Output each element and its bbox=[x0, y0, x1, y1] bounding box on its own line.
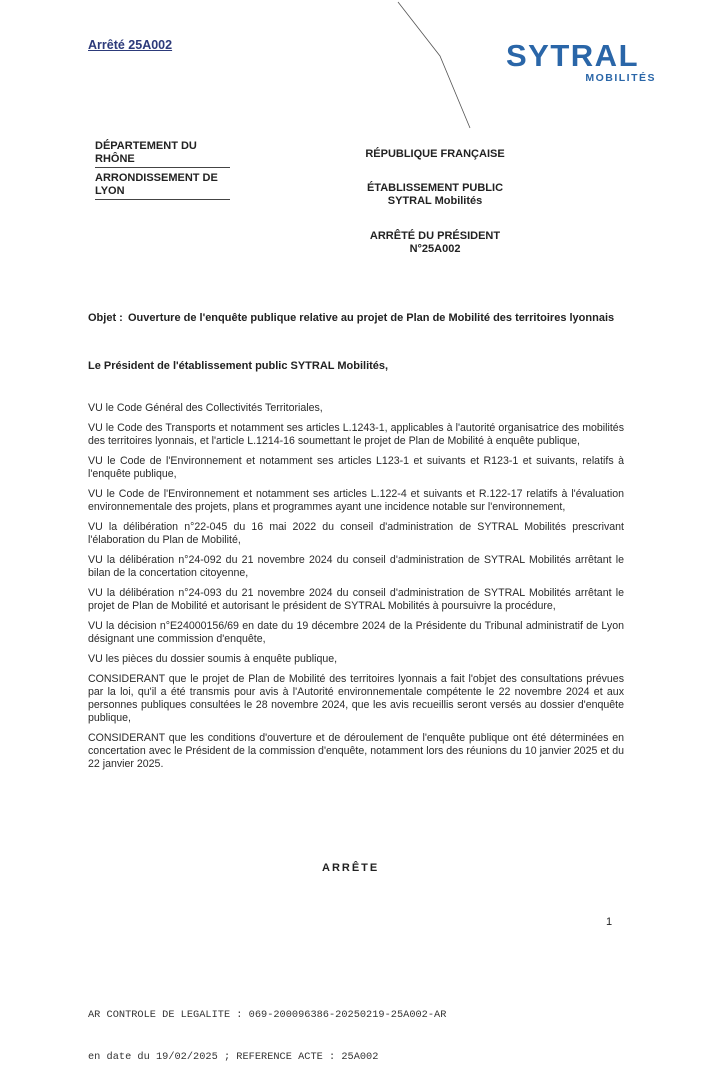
visa-paragraph: VU la délibération n°22-045 du 16 mai 2022 du conseil d'administration de SYTRAL Mobilités prescrivant l'élaboration du Plan de Mobilité, bbox=[88, 521, 624, 546]
arrete-number: N°25A002 bbox=[409, 243, 461, 255]
visa-paragraph: VU la délibération n°24-093 du 21 novembre 2024 du conseil d'administration de SYTRAL Mobilités arrêtant le projet de Plan de Mobilité et autorisant le président de SYTRAL Mobilités à poursuivre la procédure, bbox=[88, 587, 624, 612]
arrondissement-line: ARRONDISSEMENT DE LYON bbox=[95, 172, 230, 200]
etablissement-name: SYTRAL Mobilités bbox=[387, 195, 483, 207]
etablissement-line: ÉTABLISSEMENT PUBLIC bbox=[366, 182, 504, 194]
president-line: Le Président de l'établissement public SYTRAL Mobilités, bbox=[88, 360, 389, 372]
visa-paragraph: VU le Code de l'Environnement et notamment ses articles L.122-4 et suivants et R.122-17 relatifs à l'évaluation environnementale des projets, plans et programmes ayant une incidence notable sur l'environnement, bbox=[88, 488, 624, 513]
legality-footer bbox=[88, 980, 446, 1078]
visa-paragraph: VU le Code de l'Environnement et notamment ses articles L123-1 et suivants et R123-1 et suivants, relatifs à l'enquête publique, bbox=[88, 455, 624, 480]
arrete-title: ARRÊTÉ DU PRÉSIDENT bbox=[369, 230, 501, 242]
arrete-title-block bbox=[330, 230, 540, 256]
visa-paragraph: VU la délibération n°24-092 du 21 novembre 2024 du conseil d'administration de SYTRAL Mobilités arrêtant le bilan de la concertation citoyenne, bbox=[88, 554, 624, 579]
arrete-reference: Arrêté 25A002 bbox=[88, 38, 173, 52]
department-line: DÉPARTEMENT DU RHÔNE bbox=[95, 140, 230, 168]
arrete-heading: ARRÊTE bbox=[322, 862, 380, 874]
etablissement-block bbox=[330, 182, 540, 208]
visa-paragraph: VU les pièces du dossier soumis à enquête publique, bbox=[88, 653, 338, 665]
republique-heading: RÉPUBLIQUE FRANÇAISE bbox=[365, 148, 505, 160]
page-number: 1 bbox=[606, 916, 613, 928]
logo-subtitle: MOBILITÉS bbox=[585, 72, 656, 84]
considerant-paragraph: CONSIDERANT que le projet de Plan de Mobilité des territoires lyonnais a fait l'objet des consultations prévues par la loi, qu'il a été transmis pour avis à l'Autorité environnementale compétente le 22 novembre 2024 et aux personnes publiques consultées le 28 novembre 2024, que les avis recueillis seront versés au dossier d'enquête publique, bbox=[88, 673, 624, 724]
objet-text: Ouverture de l'enquête publique relative au projet de Plan de Mobilité des territoires lyonnais bbox=[128, 312, 615, 324]
sytral-logo bbox=[502, 38, 662, 88]
visa-paragraph: VU le Code des Transports et notamment ses articles L.1243-1, applicables à l'autorité organisatrice des mobilités des territoires lyonnais, et l'article L.1214-16 soumettant le projet de Plan de Mobilité à enquête publique, bbox=[88, 422, 624, 447]
visa-paragraph: VU le Code Général des Collectivités Territoriales, bbox=[88, 402, 323, 414]
footer-line-control: AR CONTROLE DE LEGALITE : 069-200096386-20250219-25A002-AR bbox=[88, 1009, 447, 1021]
visa-list bbox=[88, 402, 624, 778]
considerant-paragraph: CONSIDERANT que les conditions d'ouverture et de déroulement de l'enquête publique ont été déterminées en concertation avec le Président de la commission d'enquête, notamment lors des réunions du 10 janvier 2025 et du 22 janvier 2025. bbox=[88, 732, 624, 770]
department-block bbox=[95, 140, 230, 204]
footer-line-date: en date du 19/02/2025 ; REFERENCE ACTE : 25A002 bbox=[88, 1051, 379, 1063]
objet-section bbox=[88, 311, 628, 325]
objet-label: Objet : bbox=[88, 312, 123, 324]
logo-wordmark: SYTRAL bbox=[506, 38, 639, 73]
visa-paragraph: VU la décision n°E24000156/69 en date du 19 décembre 2024 de la Présidente du Tribunal administratif de Lyon désignant une commission d'enquête, bbox=[88, 620, 624, 645]
